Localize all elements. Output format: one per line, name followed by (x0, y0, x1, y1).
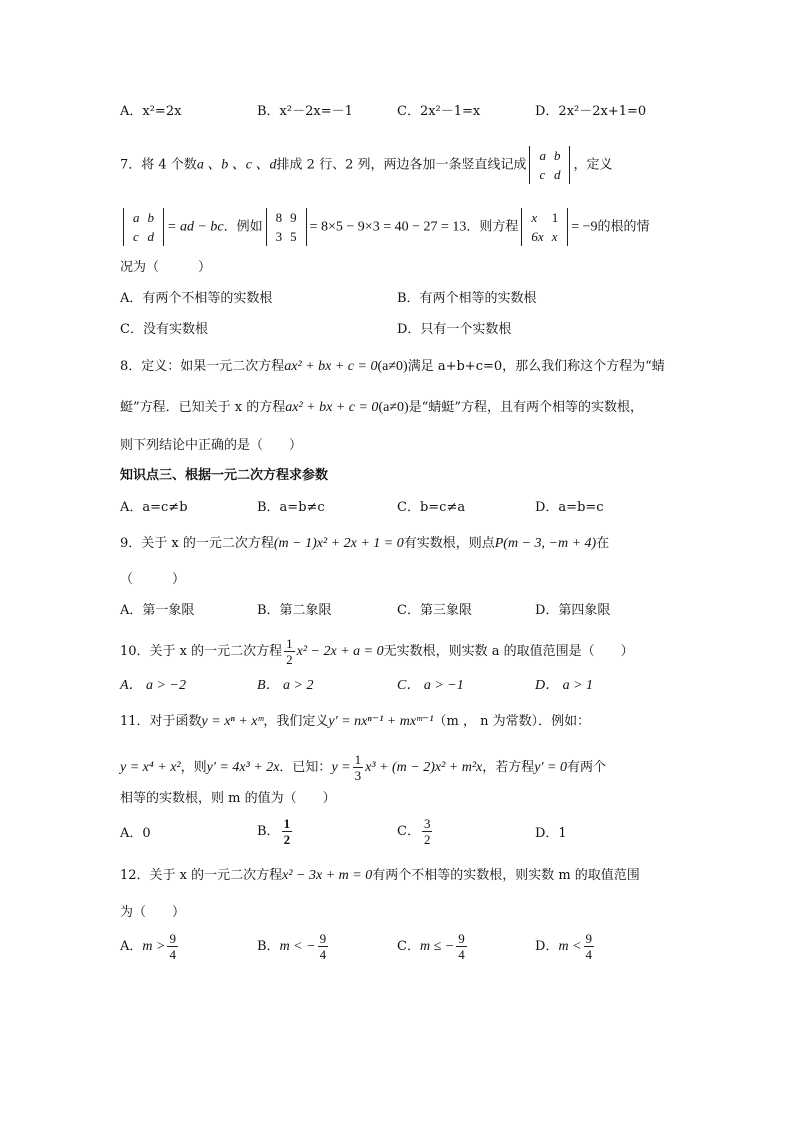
q7-option-c: C．没有实数根 (120, 322, 208, 337)
q8-equation: ax² + bx + c = 0 (285, 400, 379, 415)
q7-line-1 (120, 146, 613, 184)
q8-option-a: A．a=c≠b (120, 500, 188, 515)
fraction-numerator: 1 (354, 752, 362, 767)
q7-option-a: A．有两个不相等的实数根 (120, 291, 273, 306)
q12-option-a (120, 931, 180, 962)
q8-line-1 (120, 357, 665, 377)
det-cell: d (147, 229, 154, 244)
q7-definition-rhs: = ad − bc (167, 219, 224, 235)
fraction-numerator: 3 (423, 816, 431, 831)
option-relation: m < (558, 939, 582, 954)
q9-text: 在 (596, 536, 610, 551)
det-cell: 9 (290, 210, 297, 225)
q12-option-b (257, 931, 330, 962)
q12-option-b-fraction (318, 931, 329, 962)
q12-option-d (535, 931, 596, 962)
q11-derivative: y′ = 4x³ + 2x (206, 760, 280, 775)
fraction-denominator: 3 (354, 768, 362, 783)
q6-option-d: D．2x²－2x+1=0 (535, 104, 647, 119)
q12-option-c (397, 931, 469, 962)
q12-option-d-fraction (584, 931, 595, 962)
det-cell: 1 (551, 210, 559, 225)
q9-point: P(m − 3, −m + 4) (494, 536, 597, 551)
q7-example-rhs: = 8×5 − 9×3 = 40 − 27 = 13 (309, 219, 467, 235)
q7-line-2 (120, 208, 650, 246)
option-relation: m < − (279, 939, 316, 954)
q9-option-d: D．第四象限 (535, 603, 611, 618)
q11-text: ，若方程 (482, 760, 535, 775)
det-cell: a (539, 148, 546, 163)
fraction-numerator: 9 (585, 931, 592, 946)
q11-text: ，我们定义 (263, 714, 329, 729)
q11-option-c-fraction (422, 816, 433, 847)
q7-determinant-symbol (529, 146, 570, 184)
q7-text: ．例如 (223, 219, 263, 235)
q11-function: y = xⁿ + xᵐ (201, 714, 264, 729)
q9-option-a: A．第一象限 (120, 603, 195, 618)
fraction-numerator: 9 (169, 931, 176, 946)
option-label: C． (397, 824, 420, 839)
q7-text: 排成 2 行、2 列，两边各加一条竖直线记成 (276, 157, 527, 173)
q7-option-d: D．只有一个实数根 (397, 322, 512, 337)
q6-option-c: C．2x²－1=x (397, 104, 481, 119)
det-cell: x (531, 210, 538, 225)
q8-condition: (a≠0) (377, 359, 408, 374)
q11-y: y = (331, 760, 351, 775)
fraction-numerator: 9 (319, 931, 327, 946)
q11-option-d: D．1 (535, 826, 567, 841)
q6-option-a: A．x²=2x (120, 104, 182, 119)
fraction-denominator: 4 (585, 947, 592, 962)
option-label: B． (257, 824, 280, 839)
q12-line-1 (120, 866, 640, 886)
fraction-numerator: 9 (458, 931, 465, 946)
q10-option-d: D． a > 1 (535, 678, 594, 693)
q7-equation-rhs: = −9 (571, 219, 598, 235)
q8-text: 是“蜻蜓”方程，且有两个相等的实数根， (408, 400, 643, 415)
q11-option-b (257, 816, 294, 847)
q11-text: ，则 (180, 760, 207, 775)
q7-text: 7．将 4 个数 (120, 157, 197, 173)
q7-line-3: 况为（ ） (120, 260, 212, 275)
q10-line-1 (120, 636, 634, 667)
q8-text: 满足 a+b+c=0，那么我们称这个方程为“蜻 (407, 359, 665, 374)
q11-text: （m ， n 为常数）．例如： (433, 714, 591, 729)
option-label: D． (535, 939, 559, 954)
q8-equation: ax² + bx + c = 0 (284, 359, 378, 374)
fraction-denominator: 4 (319, 947, 327, 962)
q8-line-2 (120, 398, 643, 418)
q10-option-b: B． a > 2 (257, 678, 314, 693)
q7-example-determinant (266, 208, 307, 246)
q7-text: ．则方程 (466, 219, 519, 235)
q11-text: ．已知： (279, 760, 332, 775)
q7-letters: a 、b 、c 、d (196, 157, 277, 173)
det-cell: 6x (531, 229, 544, 244)
q11-line-2 (120, 752, 606, 783)
q8-option-b: B．a=b≠c (257, 500, 325, 515)
det-cell: d (553, 167, 561, 182)
option-label: A． (120, 939, 143, 954)
q9-line-2: （ ） (120, 572, 186, 587)
q9-text: 9．关于 x 的一元二次方程 (120, 536, 274, 551)
q7-equation-determinant (521, 208, 568, 246)
q11-option-c (397, 816, 434, 847)
q10-text: 无实数根，则实数 a 的取值范围是（ ） (383, 644, 634, 659)
q11-example: y = x⁴ + x² (120, 760, 181, 775)
det-cell: b (147, 210, 154, 225)
option-label: B． (257, 939, 280, 954)
q9-equation: (m − 1)x² + 2x + 1 = 0 (273, 536, 404, 551)
det-cell: x (551, 229, 558, 244)
option-relation: m > (142, 939, 166, 954)
det-cell: a (133, 210, 140, 225)
section-heading: 知识点三、根据一元二次方程求参数 (120, 468, 329, 483)
fraction-denominator: 2 (286, 652, 293, 667)
fraction-denominator: 4 (458, 947, 465, 962)
q11-definition: y′ = nxⁿ⁻¹ + mxᵐ⁻¹ (328, 714, 434, 729)
q8-condition: (a≠0) (378, 400, 409, 415)
q12-equation: x² − 3x + m = 0 (282, 868, 373, 883)
fraction-denominator: 2 (423, 832, 431, 847)
fraction-numerator: 1 (286, 636, 293, 651)
fraction-denominator: 2 (283, 832, 291, 847)
option-relation: m ≤ − (419, 939, 455, 954)
q11-text: 有两个 (566, 760, 606, 775)
q12-text: 有两个不相等的实数根，则实数 m 的取值范围 (372, 868, 640, 883)
det-cell: c (539, 167, 546, 182)
q9-text: 有实数根，则点 (403, 536, 495, 551)
q8-option-c: C．b=c≠a (397, 500, 466, 515)
q7-definition-determinant (123, 208, 164, 246)
det-cell: 3 (275, 229, 283, 244)
q12-text: 12．关于 x 的一元二次方程 (120, 868, 283, 883)
q12-line-2: 为（ ） (120, 905, 186, 920)
det-cell: 8 (275, 210, 283, 225)
q10-option-c: C． a > −1 (397, 678, 464, 693)
q11-function-given: x³ + (m − 2)x² + m²x (365, 760, 483, 775)
q11-text: 11．对于函数 (120, 714, 202, 729)
q11-option-b-fraction (282, 816, 293, 847)
q8-text: 蜓”方程．已知关于 x 的方程 (120, 400, 286, 415)
q10-fraction (284, 636, 295, 667)
option-label: C． (397, 939, 420, 954)
q7-option-b: B．有两个相等的实数根 (397, 291, 537, 306)
q6-option-b: B．x²－2x=－1 (257, 104, 353, 119)
q9-line-1 (120, 534, 609, 554)
q11-option-a: A．0 (120, 826, 151, 841)
q8-option-d: D．a=b=c (535, 500, 604, 515)
q9-option-b: B．第二象限 (257, 603, 332, 618)
q10-text: 10．关于 x 的一元二次方程 (120, 644, 283, 659)
q10-option-a: A． a > −2 (120, 678, 186, 693)
q9-option-c: C．第三象限 (397, 603, 472, 618)
fraction-denominator: 4 (169, 947, 176, 962)
q10-equation: x² − 2x + a = 0 (296, 644, 384, 659)
q11-condition: y′ = 0 (534, 760, 567, 775)
q11-line-3: 相等的实数根，则 m 的值为（ ） (120, 791, 336, 806)
q7-text: 的根的情 (597, 219, 650, 235)
q7-text: ，定义 (573, 157, 613, 173)
q12-option-a-fraction (167, 931, 178, 962)
q11-fraction (353, 752, 364, 783)
det-cell: 5 (290, 229, 297, 244)
q11-line-1 (120, 712, 590, 732)
q8-line-3: 则下列结论中正确的是（ ） (120, 438, 303, 453)
q8-text: 8．定义：如果一元二次方程 (120, 359, 285, 374)
q12-option-c-fraction (456, 931, 467, 962)
fraction-numerator: 1 (283, 816, 291, 831)
det-cell: c (133, 229, 139, 244)
det-cell: b (553, 148, 561, 163)
